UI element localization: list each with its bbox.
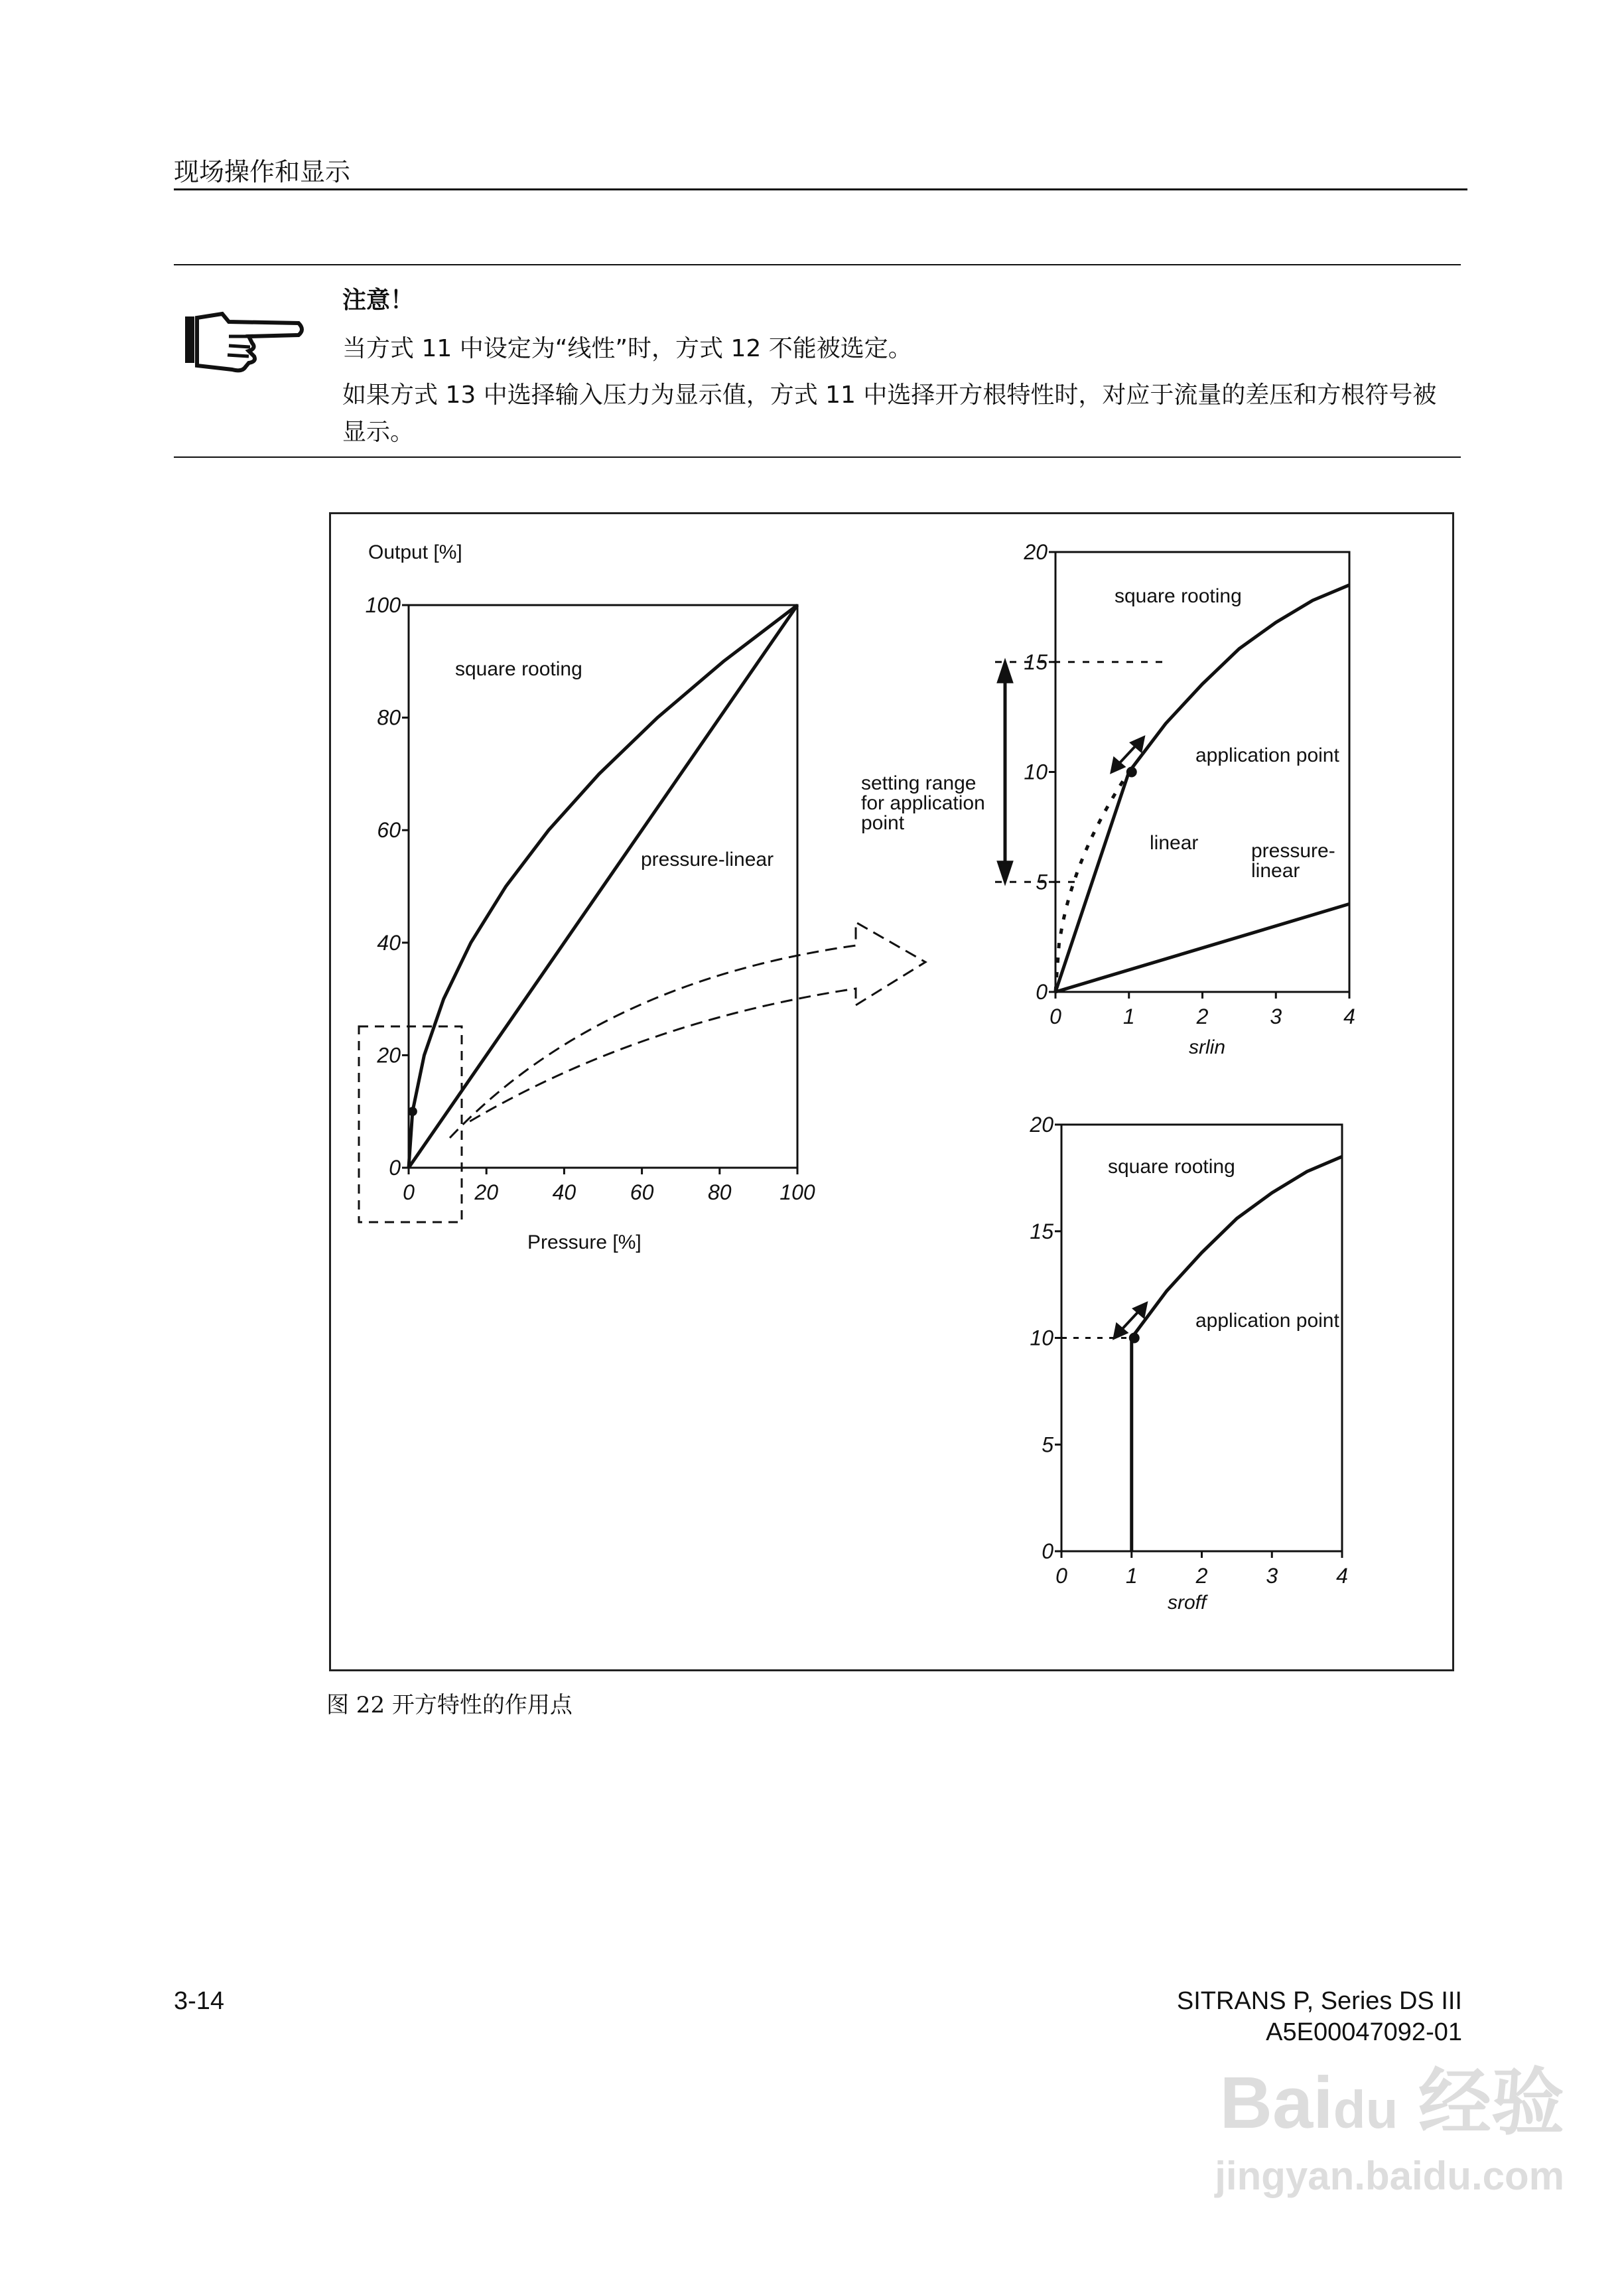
data-point <box>409 1108 416 1115</box>
plot-frame <box>1061 1125 1342 1551</box>
dashed-arrow <box>450 922 925 1138</box>
figure-caption: 图 22 开方特性的作用点 <box>326 1692 573 1718</box>
setting-range-label-3: point <box>861 812 905 834</box>
notice-paragraph-1: 当方式 11 中设定为“线性”时，方式 12 不能被选定。 <box>342 335 912 362</box>
sroff-annotation-square-rooting: square rooting <box>1108 1156 1235 1178</box>
y-tick-label: 0 <box>389 1156 401 1180</box>
main-ylabel: Output [%] <box>368 541 462 563</box>
sroff-annotation-application: application point <box>1195 1310 1339 1332</box>
main-annotation-square-rooting: square rooting <box>455 658 582 680</box>
y-tick-label: 20 <box>1030 1113 1053 1137</box>
main-xlabel: Pressure [%] <box>527 1231 642 1253</box>
page-number: 3-14 <box>174 1987 225 2015</box>
y-tick-label: 15 <box>1024 650 1048 674</box>
x-tick-label: 3 <box>1270 1005 1282 1028</box>
x-tick-label: 40 <box>552 1180 576 1204</box>
y-tick-label: 80 <box>377 705 401 730</box>
setting-range-label-2: for application <box>861 792 985 814</box>
watermark-logo: Baidu 经验 jingyan.baidu.com <box>1215 2062 1564 2198</box>
x-tick-label: 20 <box>474 1180 498 1204</box>
main-annotation-pressure-linear: pressure-linear <box>641 849 774 870</box>
x-tick-label: 4 <box>1336 1564 1348 1588</box>
sroff-xlabel: sroff <box>1168 1592 1207 1614</box>
x-tick-label: 2 <box>1196 1005 1209 1028</box>
series-linear <box>1055 772 1129 993</box>
x-tick-label: 4 <box>1343 1005 1355 1028</box>
y-tick-label: 40 <box>377 930 401 955</box>
y-tick-label: 5 <box>1036 870 1048 894</box>
doc-number: A5E00047092-01 <box>1266 2018 1462 2046</box>
x-tick-label: 60 <box>630 1180 654 1204</box>
y-tick-label: 100 <box>365 593 401 617</box>
product-name: SITRANS P, Series DS III <box>1176 1987 1462 2015</box>
srlin-xlabel: srlin <box>1189 1036 1226 1058</box>
y-tick-label: 20 <box>377 1043 401 1068</box>
notice-title: 注意！ <box>342 287 415 314</box>
y-tick-label: 0 <box>1036 980 1048 1004</box>
y-tick-label: 5 <box>1042 1432 1053 1457</box>
section-title: 现场操作和显示 <box>174 157 351 186</box>
x-tick-label: 1 <box>1122 1005 1135 1028</box>
series-pressure-linear <box>409 605 797 1168</box>
chart-sroff <box>1029 1113 1347 1588</box>
application-point <box>1128 768 1136 776</box>
series-pressure-linear <box>1055 904 1349 992</box>
y-tick-label: 20 <box>1024 540 1048 564</box>
srlin-annotation-linear2: linear <box>1251 860 1300 882</box>
srlin-annotation-application: application point <box>1195 744 1339 766</box>
y-tick-label: 15 <box>1030 1219 1053 1243</box>
srlin-annotation-linear: linear <box>1150 832 1199 854</box>
x-tick-label: 2 <box>1195 1564 1208 1588</box>
x-tick-label: 3 <box>1266 1564 1278 1588</box>
plot-frame <box>1055 552 1349 992</box>
x-tick-label: 0 <box>1049 1005 1061 1028</box>
setting-range-label-1: setting range <box>861 772 977 794</box>
x-tick-label: 100 <box>779 1180 815 1204</box>
y-tick-label: 10 <box>1030 1326 1053 1350</box>
x-tick-label: 1 <box>1125 1564 1138 1588</box>
notice-paragraph-2: 如果方式 13 中选择输入压力为显示值，方式 11 中选择开方根特性时，对应于流量的差压和方根符号被显示。 <box>342 382 1437 446</box>
srlin-annotation-pressure: pressure- <box>1251 840 1335 862</box>
y-tick-label: 0 <box>1042 1539 1053 1563</box>
x-tick-label: 0 <box>1055 1564 1067 1588</box>
chart-srlin <box>995 540 1355 1028</box>
y-tick-label: 10 <box>1024 760 1048 784</box>
application-point <box>1130 1334 1138 1342</box>
x-tick-label: 80 <box>708 1180 732 1204</box>
srlin-annotation-square-rooting: square rooting <box>1115 585 1242 607</box>
x-tick-label: 0 <box>403 1180 415 1204</box>
chart-main <box>366 593 815 1204</box>
y-tick-label: 60 <box>377 818 401 843</box>
